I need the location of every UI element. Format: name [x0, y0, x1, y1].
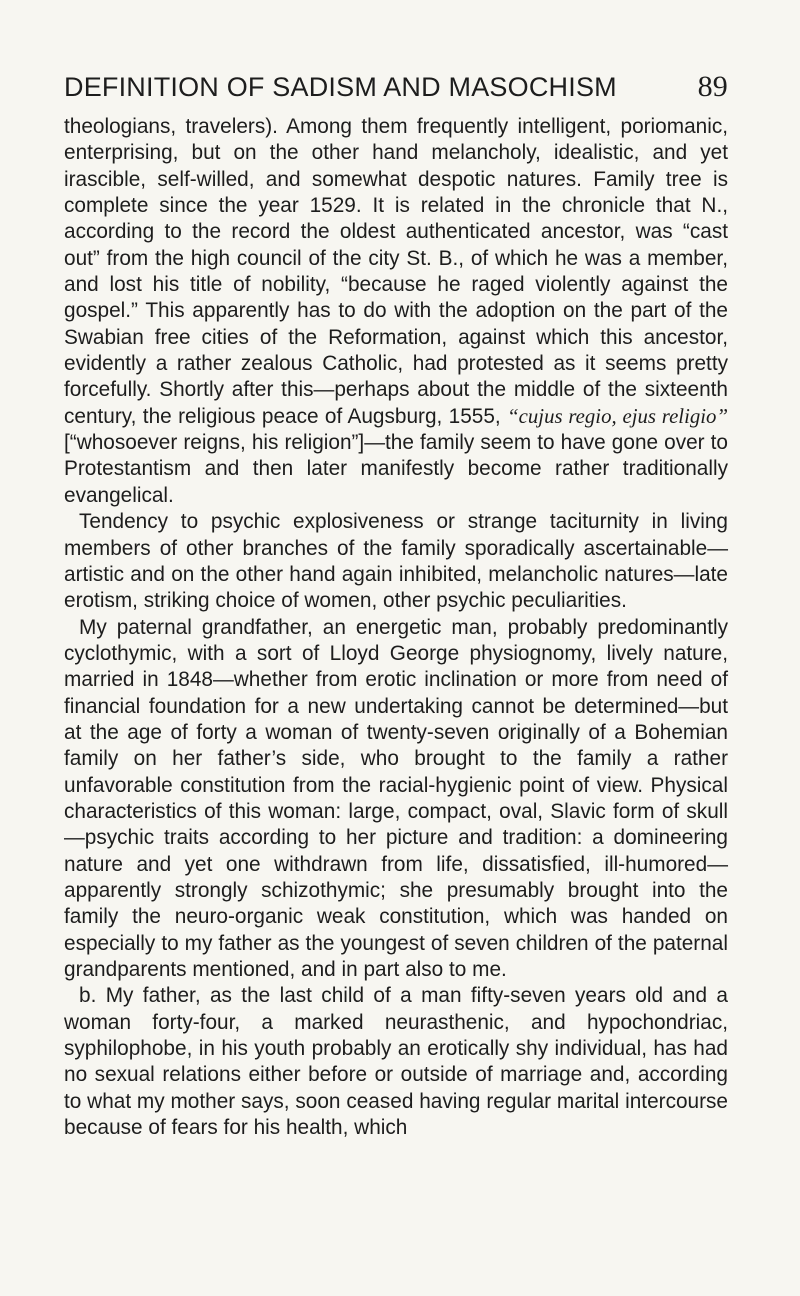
text-run: My paternal grandfather, an energetic man, probably predominantly cyclothymic, with a sort of Lloyd George physiognomy, lively nature, married in 1848—whether from erotic inclination or more from need of financial foundation for a new undertaking cannot be determined—but at the age of forty a woman of twenty-seven originally of a Bohemian family on her father’s side, who brought to the family a rather unfavorable constitution from the racial-hygienic point of view. Physical characteristics of this woman: large, compact, oval, Slavic form of skull—psychic traits according to her picture and tradition: a domineering nature and yet one withdrawn from life, dissatisfied, ill-humored—apparently strongly schizothymic; she presumably brought into the family the neuro-organic weak constitution, which was handed on especially to my father as the youngest of seven children of the paternal grandparents mentioned, and in part also to me. — [64, 615, 728, 981]
text-run: Tendency to psychic explosiveness or strange taciturnity in living members of other branches of the family sporadically ascertainable—artistic and on the other hand again inhibited, melancholic natures—late erotism, striking choice of women, other psychic peculiarities. — [64, 510, 728, 613]
text-run: theologians, travelers). Among them frequently intelligent, poriomanic, enterprising, but on the other hand melancholy, idealistic, and yet irascible, self-willed, and somewhat despotic natures. Family tree is complete since the year 1529. It is related in the chronicle that N., according to the record the oldest authenticated ancestor, was “cast out” from the high council of the city St. B., of which he was a member, and lost his title of nobility, “because he raged violently against the gospel.” This apparently has to do with the adoption on the part of the Swabian free cities of the Reformation, against which this ancestor, evidently a rather zealous Catholic, had protested as it seems pretty forcefully. Shortly after this—perhaps about the middle of the sixteenth century, the religious peace of Augsburg, 1555, — [64, 115, 728, 428]
text-run: b. My father, as the last child of a man fifty-seven years old and a woman forty-four, a marked neurasthenic, and hypochondriac, syphilophobe, in his youth probably an erotically shy individual, has had no sexual relations either before or outside of marriage and, according to what my mother says, soon ceased having regular marital intercourse because of fears for his health, which — [64, 984, 728, 1140]
text-run: [“whosoever reigns, his religion”]—the family seem to have gone over to Protestantism and then later manifestly become rather traditionally evangelical. — [64, 431, 728, 507]
book-page — [64, 70, 728, 1141]
body-text — [64, 114, 728, 1141]
page-number: 89 — [697, 70, 728, 103]
running-header — [64, 70, 728, 110]
paragraph — [64, 615, 728, 984]
paragraph — [64, 509, 728, 614]
paragraph — [64, 114, 728, 509]
paragraph — [64, 983, 728, 1141]
chapter-title: DEFINITION OF SADISM AND MASOCHISM — [64, 72, 617, 102]
latin-quote: “cujus regio, ejus religio” — [507, 404, 729, 428]
